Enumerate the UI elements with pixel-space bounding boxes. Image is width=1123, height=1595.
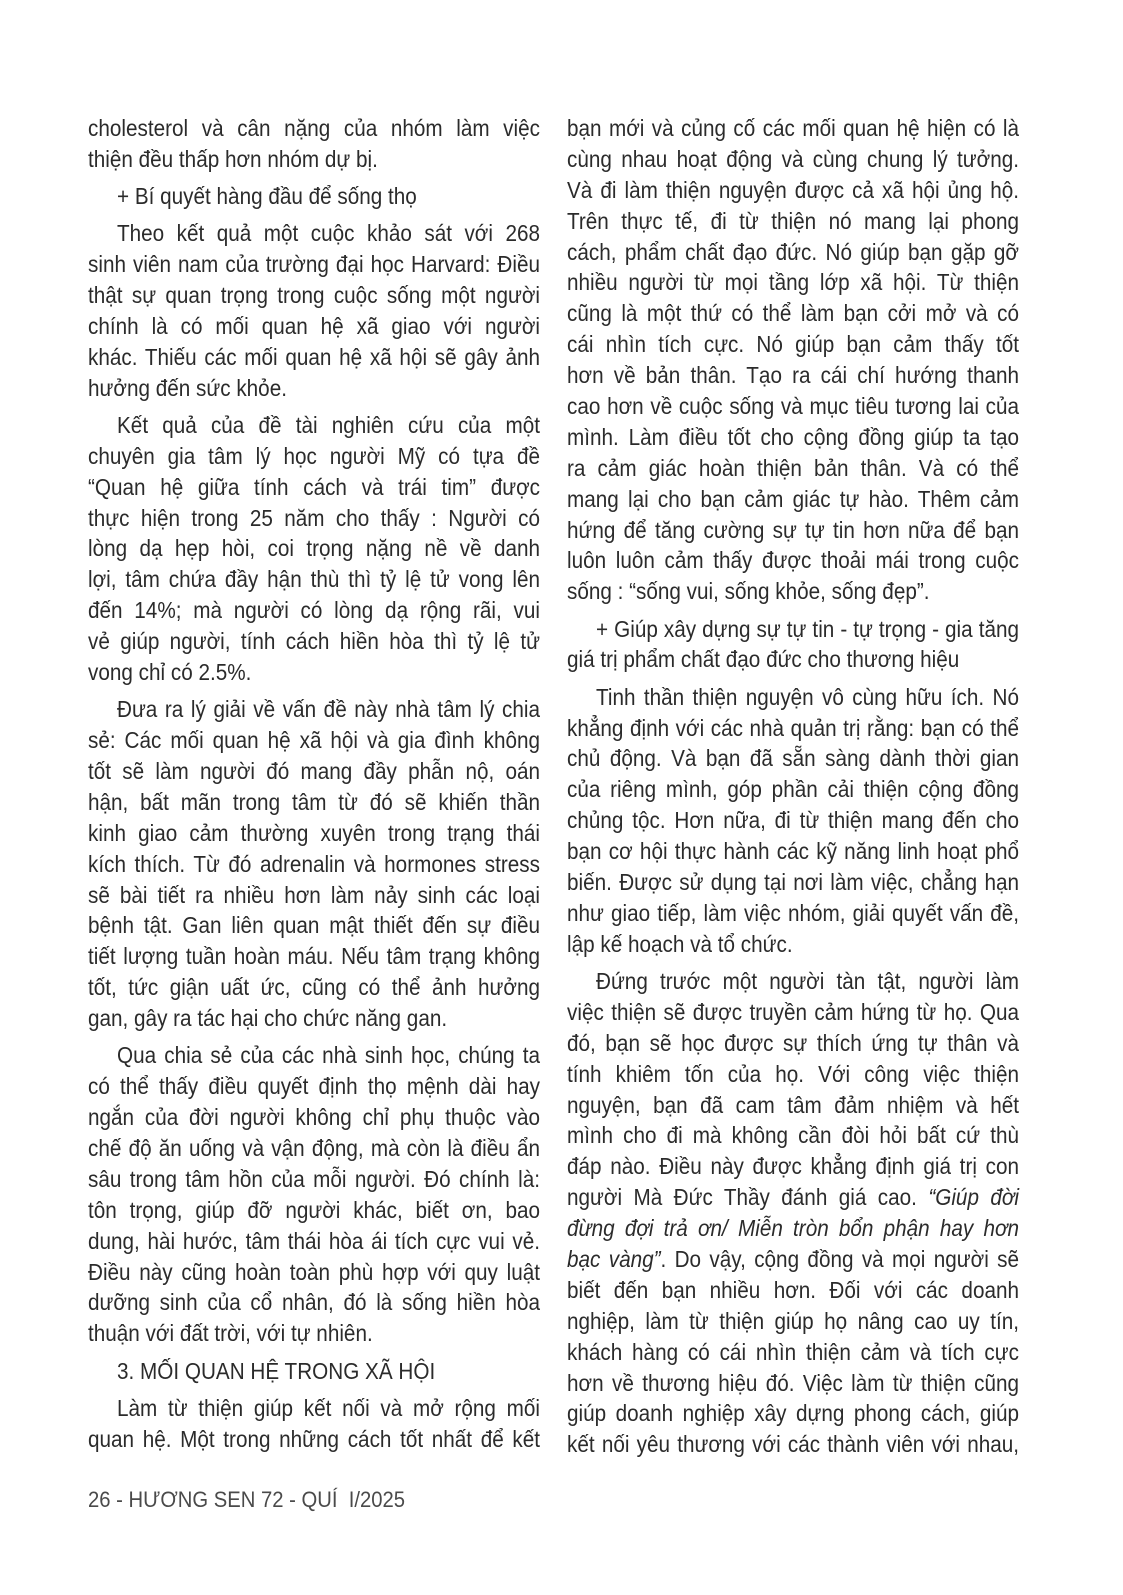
text-line: thuận với đất trời, với tự nhiên. <box>88 1320 373 1347</box>
text-line: thiện đều thấp hơn nhóm dự bị. <box>88 145 378 172</box>
text-line: nghiệp, làm từ thiện giúp họ nâng cao uy tín, <box>567 1307 1019 1334</box>
text-line: cùng nhau hoạt động và cùng chung lý tưởng. <box>567 145 1019 172</box>
text-line: + Giúp xây dựng sự tự tin - tự trọng - gia tăng <box>596 615 1019 642</box>
text-line: tính khiêm tốn của họ. Với công việc thiện <box>567 1060 1019 1087</box>
subheading <box>567 614 1019 676</box>
text-line: Và đi làm thiện nguyện được cả xã hội ủng hộ. <box>567 176 1019 203</box>
text-line: sống : “sống vui, sống khỏe, sống đẹp”. <box>567 578 930 605</box>
text-line: tốt, tức giận uất ức, cũng có thể ảnh hưởng <box>88 974 541 1001</box>
text-line: sâu trong tâm hồn của mỗi người. Đó chính là: <box>88 1165 540 1192</box>
text-line: cholesterol và cân nặng của nhóm làm việc <box>88 115 541 141</box>
text-line: 3. MỐI QUAN HỆ TRONG XÃ HỘI <box>117 1357 436 1384</box>
text-line: chuyên gia tâm lý học người Mỹ có tựa đề <box>88 442 540 469</box>
text-line: sẽ bài tiết ra nhiều hơn làm nảy sinh các loại <box>88 881 541 908</box>
quote-text: đừng đợi trả ơn/ Miễn tròn bổn phận hay hơn <box>567 1215 1019 1242</box>
text-line: hơn về thương hiệu đó. Việc làm từ thiện cũng <box>567 1369 1020 1396</box>
text-line: cũng là một thứ có thể làm bạn cởi mở và có <box>567 300 1019 327</box>
text-line: khẳng định với các nhà quản trị rằng: bạn có thể <box>567 714 1019 741</box>
text-line: Làm từ thiện giúp kết nối và mở rộng mối <box>117 1394 540 1421</box>
text-line: dưỡng sinh của cổ nhân, đó là sống hiền hòa <box>88 1289 540 1316</box>
text-line <box>567 1213 1019 1244</box>
text-line: Kết quả của đề tài nghiên cứu của một <box>117 411 540 438</box>
text-line: kết nối yêu thương với các thành viên với nhau, <box>567 1431 1019 1458</box>
text-line: Trên thực tế, đi từ thiện nó mang lại phong <box>567 207 1020 234</box>
text-line: bạn mới và củng cố các mối quan hệ hiện có là <box>567 115 1019 141</box>
section-heading <box>88 1356 540 1387</box>
text-line: bệnh tật. Gan liên quan mật thiết đến sự điều <box>88 912 540 939</box>
left-column <box>88 113 540 1454</box>
text-line: biến. Được sử dụng tại nơi làm việc, chẳng hạn <box>567 868 1019 895</box>
text-line: quan hệ. Một trong những cách tốt nhất để kết <box>88 1425 540 1452</box>
line-text: . Do vậy, cộng đồng và mọi người sẽ <box>660 1245 1020 1272</box>
text-line: tiết lượng tuần hoàn máu. Nếu tâm trạng không <box>88 943 540 970</box>
text-line: đến 14%; mà người có lòng dạ rộng rãi, vui <box>88 597 540 624</box>
text-line: biết đến bạn nhiều hơn. Đối với các doanh <box>567 1276 1019 1303</box>
paragraph <box>88 1040 540 1349</box>
text-line: Theo kết quả một cuộc khảo sát với 268 <box>117 220 540 247</box>
text-line: Qua chia sẻ của các nhà sinh học, chúng ta <box>117 1042 540 1069</box>
text-line: khác. Thiếu các mối quan hệ xã hội sẽ gây ảnh <box>88 343 541 370</box>
text-line: giúp doanh nghiệp xây dựng phong cách, giúp <box>567 1400 1020 1427</box>
text-line: ra cảm giác hoàn thiện bản thân. Và có thể <box>567 454 1019 481</box>
quote-text: “Giúp đời <box>928 1184 1019 1211</box>
text-line: chế độ ăn uống và vận động, mà còn là điều ẩn <box>88 1134 541 1161</box>
paragraph <box>567 113 1019 607</box>
text-line: tốt sẽ làm người đó mang đầy phẫn nộ, oán <box>88 758 540 784</box>
text-line: đáp nào. Điều này được khẳng định giá trị con <box>567 1153 1019 1180</box>
text-line: Đứng trước một người tàn tật, người làm <box>596 967 1019 994</box>
text-line: Đưa ra lý giải về vấn đề này nhà tâm lý chia <box>117 696 540 723</box>
text-line: hơn về bản thân. Tạo ra cái chí hướng thanh <box>567 362 1019 389</box>
text-line: thật sự quan trọng trong cuộc sống một người <box>88 282 540 309</box>
text-line: có thể thấy điều quyết định thọ mệnh dài hay <box>88 1073 541 1100</box>
text-line: nguyện, bạn đã cam tâm đảm nhiệm và hết <box>567 1091 1019 1118</box>
text-line: hận, bất mãn trong tâm từ đó sẽ khiến thần <box>88 788 540 815</box>
text-line: hưởng đến sức khỏe. <box>88 374 287 401</box>
text-line: chủ động. Và bạn đã sẵn sàng dành thời gian <box>567 745 1019 772</box>
text-line: “Quan hệ giữa tính cách và trái tim” được <box>88 473 540 500</box>
text-line: kinh giao cảm thường xuyên trong trạng thái <box>88 819 540 846</box>
text-line: Điều này cũng hoàn toàn phù hợp với quy luật <box>88 1258 540 1285</box>
text-line: của riêng mình, góp phần cải thiện cộng đồng <box>567 776 1019 803</box>
text-line: lòng dạ hẹp hòi, coi trọng nặng nề về danh <box>88 535 540 562</box>
text-line: việc thiện sẽ được truyền cảm hứng từ họ. Qua <box>567 998 1019 1025</box>
text-line: Tinh thần thiện nguyện vô cùng hữu ích. Nó <box>596 683 1019 710</box>
quote-text: bạc vàng” <box>567 1245 661 1272</box>
text-line: cái nhìn tích cực. Nó giúp bạn cảm thấy tốt <box>567 331 1019 358</box>
text-line: dung, hài hước, tâm thái hòa ái tích cực vui vẻ. <box>88 1227 540 1254</box>
text-line: mang lại cho bạn cảm giác tự hào. Thêm cảm <box>567 485 1019 512</box>
text-line: bạn cơ hội thực hành các kỹ năng linh hoạt phổ <box>567 838 1019 865</box>
text-line: đó, bạn sẽ học được sự thích ứng tự thân và <box>567 1029 1019 1056</box>
text-line: thực hiện trong 25 năm cho thấy : Người có <box>88 504 540 531</box>
paragraph <box>88 410 540 688</box>
text-line: kích thích. Từ đó adrenalin và hormones stress <box>88 850 540 877</box>
page-footer: 26 - HƯƠNG SEN 72 - QUÍ I/2025 <box>88 1487 405 1512</box>
text-line: mình cho đi mà không cần đòi hỏi bất cứ thù <box>567 1122 1019 1149</box>
text-line: luôn luôn cảm thấy được thoải mái trong cuộc <box>567 547 1019 574</box>
text-line: khách hàng có cái nhìn thiện cảm và tích cực <box>567 1338 1019 1365</box>
text-line: gan, gây ra tác hại cho chức năng gan. <box>88 1005 448 1032</box>
text-line: vẻ giúp người, tính cách hiền hòa thì tỷ lệ tử <box>88 628 540 655</box>
text-line: chủng tộc. Hơn nữa, đi từ thiện mang đến cho <box>567 807 1019 834</box>
text-line: nhiều người từ mọi tầng lớp xã hội. Từ thiện <box>567 269 1019 296</box>
text-line: hứng để tăng cường sự tự tin hơn nữa để bạn <box>567 516 1019 543</box>
text-line <box>567 1182 1019 1213</box>
text-line <box>567 1244 1020 1275</box>
paragraph <box>88 113 540 175</box>
text-line: chính là có mối quan hệ xã giao với người <box>88 312 541 339</box>
text-line: + Bí quyết hàng đầu để sống thọ <box>117 183 417 210</box>
text-line: mình. Làm điều tốt cho cộng đồng giúp ta tạo <box>567 423 1019 450</box>
right-column <box>567 113 1019 1460</box>
paragraph <box>567 682 1019 960</box>
subheading <box>88 181 540 212</box>
text-line: sinh viên nam của trường đại học Harvard: Điều <box>88 251 540 278</box>
paragraph <box>88 694 540 1034</box>
text-line: ngắn của đời người không chỉ phụ thuộc vào <box>88 1104 540 1131</box>
paragraph <box>88 1393 540 1455</box>
line-text: người Mà Đức Thầy đánh giá cao. <box>567 1184 929 1211</box>
text-line: lập kế hoạch và tổ chức. <box>567 930 793 957</box>
text-line: lợi, tâm chứa đầy hận thù thì tỷ lệ tử vong lên <box>88 566 541 593</box>
text-line: cao hơn về cuộc sống và mục tiêu tương lai của <box>567 393 1019 420</box>
text-line: giá trị phẩm chất đạo đức cho thương hiệu <box>567 646 960 673</box>
text-line: tôn trọng, giúp đỡ người khác, biết ơn, bao <box>88 1196 540 1223</box>
text-line: như giao tiếp, làm việc nhóm, giải quyết vấn đề, <box>567 899 1019 926</box>
text-line: sẻ: Các mối quan hệ xã hội và gia đình không <box>88 727 540 754</box>
paragraph <box>88 218 540 403</box>
text-line: vong chỉ có 2.5%. <box>88 659 252 686</box>
paragraph <box>567 966 1019 1460</box>
text-line: cách, phẩm chất đạo đức. Nó giúp bạn gặp gỡ <box>567 238 1020 265</box>
